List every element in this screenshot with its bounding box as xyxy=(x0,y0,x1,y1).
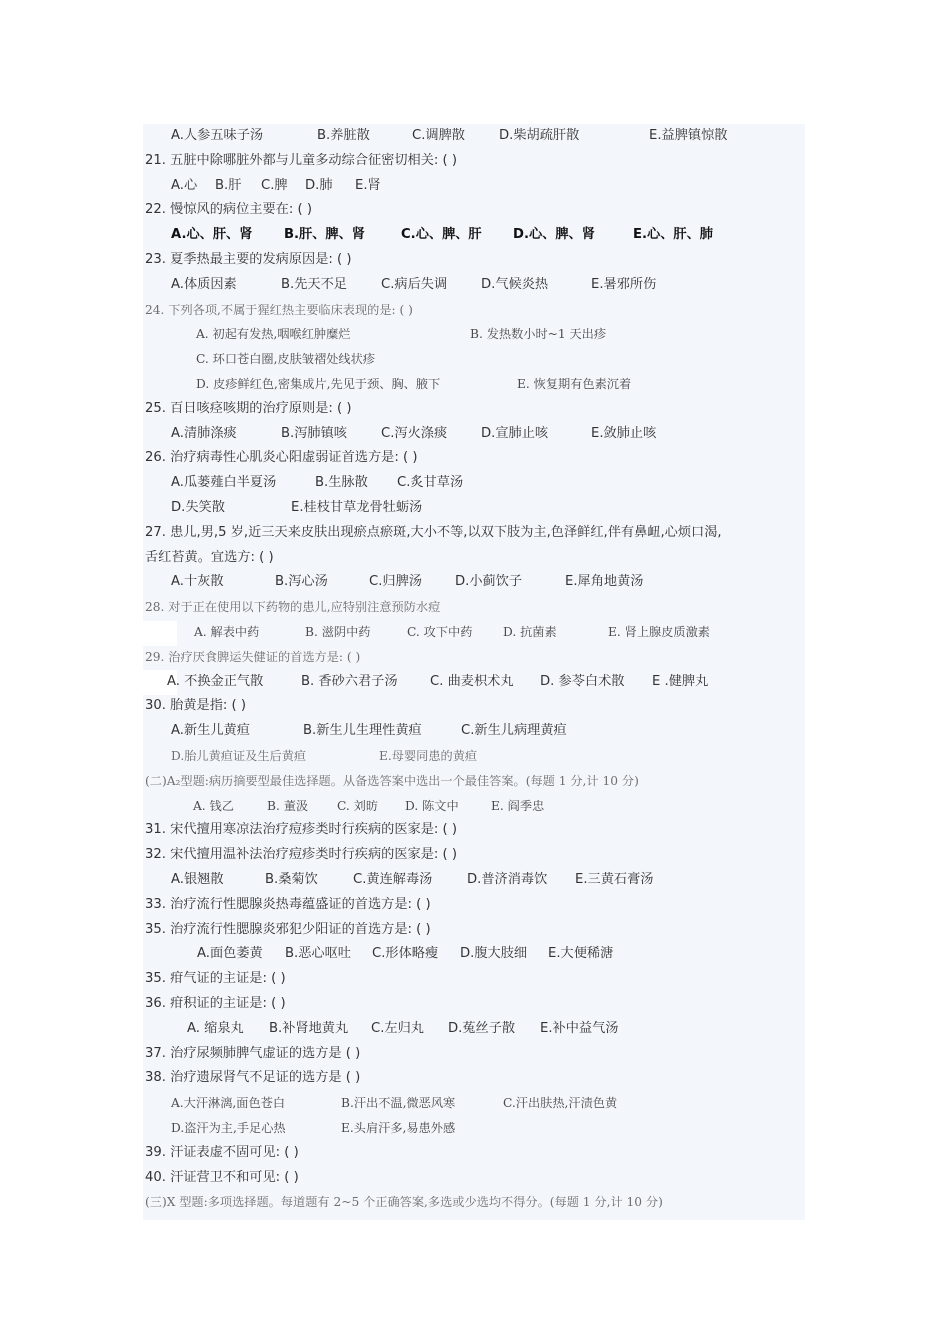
option-item: E.暑邪所伤 xyxy=(591,276,657,292)
option-item: C.黄连解毒汤 xyxy=(353,872,433,887)
option-item: E.敛肺止咳 xyxy=(591,425,657,441)
option-item: E.犀角地黄汤 xyxy=(565,574,644,590)
option-item: E.补中益气汤 xyxy=(540,1020,619,1036)
option-row xyxy=(143,322,805,347)
option-item: B.汗出不温,微恶风寒 xyxy=(341,1096,456,1111)
question-text xyxy=(143,843,805,868)
option-item: C.形体略瘦 xyxy=(372,946,439,962)
question-text xyxy=(143,967,805,992)
option-item: B. 发热数小时~1 天出疹 xyxy=(470,327,607,342)
option-item: B.肝、脾、肾 xyxy=(284,227,365,243)
option-item: A. 解表中药 xyxy=(194,625,260,639)
question-label: 24. 下列各项,不属于猩红热主要临床表现的是: ( ) xyxy=(145,302,413,317)
option-item: D. 抗菌素 xyxy=(503,625,557,639)
question-label: 28. 对于正在使用以下药物的患儿,应特别注意预防水痘 xyxy=(145,600,441,615)
question-label: 22. 慢惊风的病位主要在: ( ) xyxy=(145,202,312,218)
question-label: 26. 治疗病毒性心肌炎心阳虚弱证首选方是: ( ) xyxy=(145,450,418,466)
option-item: E.母婴同患的黄疸 xyxy=(379,749,478,763)
option-item: C. 刘昉 xyxy=(337,798,379,813)
option-item: D.肺 xyxy=(305,177,333,193)
option-item: C.炙甘草汤 xyxy=(397,475,464,491)
question-text xyxy=(143,1166,805,1191)
option-item: E.益脾镇惊散 xyxy=(649,128,728,143)
option-item: A.清肺涤痰 xyxy=(171,425,237,441)
question-label: 25. 百日咳痉咳期的治疗原则是: ( ) xyxy=(145,400,352,416)
section-text: (三)X 型题:多项选择题。每道题有 2~5 个正确答案,多选或少选均不得分。(每题 1 分,计 10 分) xyxy=(145,1195,663,1210)
option-row xyxy=(143,422,805,447)
option-item: B. 香砂六君子汤 xyxy=(301,673,398,689)
option-row xyxy=(143,372,805,397)
option-row xyxy=(143,124,805,149)
option-item: C.归脾汤 xyxy=(369,574,422,590)
option-row xyxy=(143,1091,805,1116)
option-row xyxy=(143,496,805,521)
option-row xyxy=(143,1116,805,1141)
option-item: D.胎儿黄疸证及生后黄疸 xyxy=(171,749,307,763)
option-item: C.泻火涤痰 xyxy=(381,425,448,441)
option-row xyxy=(143,719,805,744)
question-label: 21. 五脏中除哪脏外都与儿童多动综合征密切相关: ( ) xyxy=(145,152,458,168)
section-text: (二)A₂型题:病历摘要型最佳选择题。从备选答案中选出一个最佳答案。(每题 1 分,计 10 分) xyxy=(145,773,639,788)
question-text xyxy=(143,446,805,471)
question-label: 35. 疳气证的主证是: ( ) xyxy=(145,971,286,987)
option-item: A.体质因素 xyxy=(171,276,237,292)
question-text xyxy=(143,645,805,670)
option-item: D.菟丝子散 xyxy=(448,1020,516,1036)
option-item: D. 参苓白术散 xyxy=(540,673,625,689)
section-heading xyxy=(143,1190,805,1215)
question-text xyxy=(143,1141,805,1166)
option-item: B.恶心呕吐 xyxy=(285,946,351,962)
option-item: B.生脉散 xyxy=(315,475,368,491)
option-row xyxy=(143,744,805,769)
question-text xyxy=(143,694,805,719)
option-item: C.新生儿病理黄疸 xyxy=(461,723,567,739)
option-row xyxy=(143,794,805,819)
option-item: D.柴胡疏肝散 xyxy=(499,128,580,143)
option-item: A.人参五味子汤 xyxy=(171,128,264,143)
question-text xyxy=(143,595,805,620)
option-item: C.脾 xyxy=(261,177,288,193)
question-text xyxy=(143,198,805,223)
option-item: E.心、肝、肺 xyxy=(633,227,713,243)
option-row xyxy=(143,471,805,496)
option-item: C.汗出肤热,汗渍色黄 xyxy=(503,1096,618,1111)
option-row xyxy=(143,670,805,695)
question-label: 31. 宋代擅用寒凉法治疗痘疹类时行疾病的医家是: ( ) xyxy=(145,822,458,838)
question-label: 39. 汗证表虚不固可见: ( ) xyxy=(145,1144,299,1160)
option-item: D.普济消毒饮 xyxy=(467,872,548,887)
question-text xyxy=(143,1042,805,1067)
question-label: 37. 治疗尿频肺脾气虚证的选方是 ( ) xyxy=(145,1045,361,1061)
option-item: A.心、肝、肾 xyxy=(171,227,253,243)
option-item: E. 肾上腺皮质激素 xyxy=(608,625,710,639)
option-row xyxy=(143,347,805,372)
option-item: D.小蓟饮子 xyxy=(455,574,523,590)
option-item: A.瓜蒌薤白半夏汤 xyxy=(171,475,277,491)
option-item: A.大汗淋漓,面色苍白 xyxy=(171,1096,286,1111)
question-text xyxy=(143,818,805,843)
option-item: A.心 xyxy=(171,177,198,193)
option-item: C.左归丸 xyxy=(371,1020,424,1036)
question-label: 舌红苔黄。宜选方: ( ) xyxy=(145,549,274,565)
option-item: A.银翘散 xyxy=(171,872,224,887)
option-item: C.心、脾、肝 xyxy=(401,227,482,243)
option-row xyxy=(143,570,805,595)
option-item: A.新生儿黄疸 xyxy=(171,723,250,739)
option-item: B. 滋阴中药 xyxy=(305,625,371,639)
question-label: 30. 胎黄是指: ( ) xyxy=(145,698,247,714)
option-row xyxy=(143,942,805,967)
option-item: A. 不换金正气散 xyxy=(167,673,264,689)
option-item: E.三黄石膏汤 xyxy=(575,872,654,887)
question-text xyxy=(143,992,805,1017)
option-item: E.头肩汗多,易患外感 xyxy=(341,1121,456,1135)
option-item: D.心、脾、肾 xyxy=(513,227,595,243)
option-item: E. 阎季忠 xyxy=(491,798,545,813)
option-item: B.泻心汤 xyxy=(275,574,328,590)
question-label: 33. 治疗流行性腮腺炎热毒蕴盛证的首选方是: ( ) xyxy=(145,896,431,912)
question-label: 27. 患儿,男,5 岁,近三天来皮肤出现瘀点瘀斑,大小不等,以双下肢为主,色泽鲜红,伴有鼻衄,心烦口渴, xyxy=(145,524,722,540)
question-text xyxy=(143,1066,805,1091)
option-item: A.面色萎黄 xyxy=(197,946,263,962)
question-text xyxy=(143,521,805,546)
question-text xyxy=(143,149,805,174)
option-item: E.大便稀溏 xyxy=(548,946,614,962)
option-item: D.腹大肢细 xyxy=(460,946,528,962)
option-row xyxy=(143,1017,805,1042)
question-label: 38. 治疗遗尿肾气不足证的选方是 ( ) xyxy=(145,1070,361,1086)
option-item: B. 董汲 xyxy=(267,798,309,813)
question-label: 35. 治疗流行性腮腺炎邪犯少阳证的首选方是: ( ) xyxy=(145,921,431,937)
option-item: A.十灰散 xyxy=(171,574,224,590)
option-item: D.气候炎热 xyxy=(481,276,549,292)
option-item: B.肝 xyxy=(215,177,242,193)
option-item: D. 皮疹鲜红色,密集成片,先见于颈、胸、腋下 xyxy=(196,377,441,391)
option-item: E .健脾丸 xyxy=(652,673,709,689)
option-item: E.肾 xyxy=(355,177,381,193)
question-label: 40. 汗证营卫不和可见: ( ) xyxy=(145,1169,299,1185)
option-item: C. 攻下中药 xyxy=(407,625,473,639)
question-text xyxy=(143,397,805,422)
question-label: 36. 疳积证的主证是: ( ) xyxy=(145,996,286,1011)
option-item: E. 恢复期有色素沉着 xyxy=(517,377,632,391)
option-item: D.盗汗为主,手足心热 xyxy=(171,1121,286,1135)
question-text xyxy=(143,893,805,918)
option-item: A. 钱乙 xyxy=(193,798,234,813)
option-item: B.新生儿生理性黄疸 xyxy=(303,723,422,739)
option-row xyxy=(143,620,805,645)
option-row xyxy=(143,273,805,298)
option-item: B.泻肺镇咳 xyxy=(281,425,347,441)
option-item: B.补肾地黄丸 xyxy=(269,1020,349,1036)
option-item: A. 初起有发热,咽喉红肿糜烂 xyxy=(196,327,351,342)
option-item: D.宣肺止咳 xyxy=(481,425,549,441)
question-text xyxy=(143,298,805,323)
section-heading xyxy=(143,769,805,794)
option-item: B.先天不足 xyxy=(281,276,347,292)
option-item: D.失笑散 xyxy=(171,500,225,515)
option-row xyxy=(143,174,805,199)
option-item: B.桑菊饮 xyxy=(265,872,318,887)
option-item: C.调脾散 xyxy=(412,128,465,143)
option-item: A. 缩泉丸 xyxy=(187,1020,244,1036)
question-text xyxy=(143,248,805,273)
option-item: D. 陈文中 xyxy=(405,798,459,813)
question-label: 32. 宋代擅用温补法治疗痘疹类时行疾病的医家是: ( ) xyxy=(145,847,458,863)
option-row xyxy=(143,223,805,248)
option-item: C.病后失调 xyxy=(381,276,448,292)
question-label: 23. 夏季热最主要的发病原因是: ( ) xyxy=(145,252,352,267)
option-item: C. 曲麦枳术丸 xyxy=(430,673,514,689)
question-label: 29. 治疗厌食脾运失健证的首选方是: ( ) xyxy=(145,649,361,664)
question-text xyxy=(143,546,805,571)
question-text xyxy=(143,918,805,943)
option-item: E.桂枝甘草龙骨牡蛎汤 xyxy=(291,500,423,515)
option-row xyxy=(143,868,805,893)
option-item: B.养脏散 xyxy=(317,128,370,143)
option-item: C. 环口苍白圈,皮肤皱褶处线状疹 xyxy=(196,352,375,367)
document-page xyxy=(143,124,805,1220)
